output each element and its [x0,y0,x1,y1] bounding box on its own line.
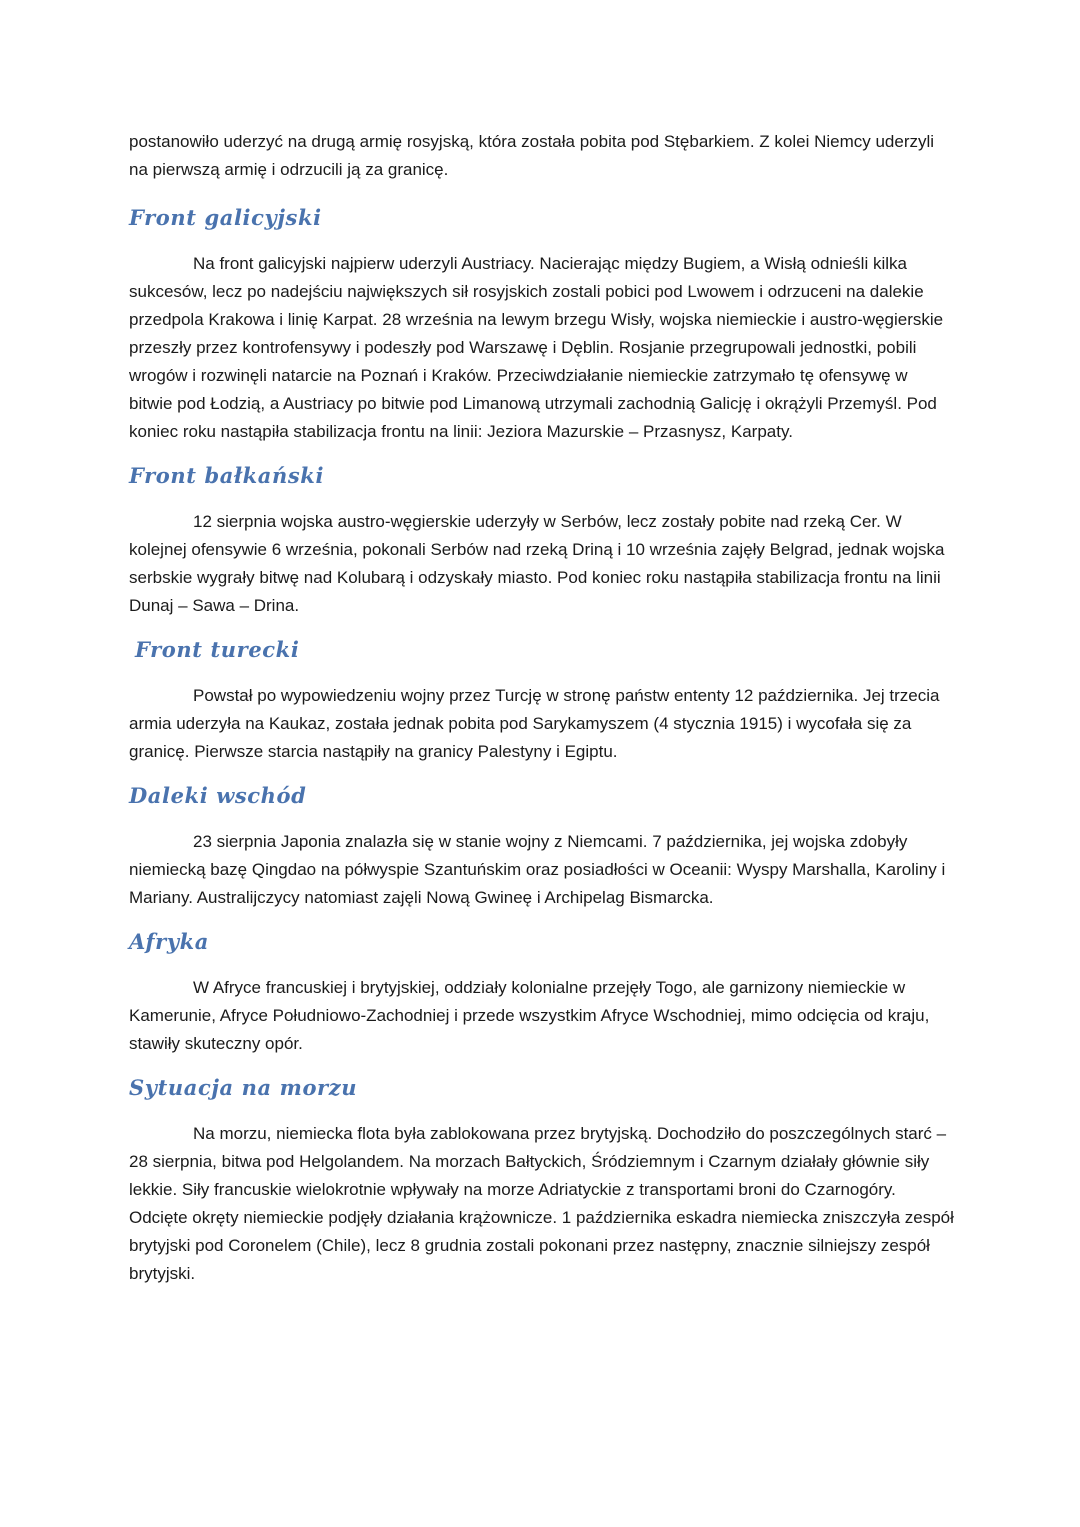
section-paragraph: W Afryce francuskiej i brytyjskiej, oddziały kolonialne przejęły Togo, ale garnizony niemieckie w Kamerunie, Afryce Południowo-Zachodniej i przede wszystkim Afryce Wschodniej, mimo odcięcia od kraju, stawiły skuteczny opór. [129,978,930,1053]
section-paragraph: 12 sierpnia wojska austro-węgierskie uderzyły w Serbów, lecz zostały pobite nad rzeką Cer. W kolejnej ofensywie 6 września, pokonali Serbów nad rzeką Driną i 10 września zajęły Belgrad, jednak wojska serbskie wygrały bitwę nad Kolubarą i odzyskały miasto. Pod koniec roku nastąpiła stabilizacja frontu na linii Dunaj – Sawa – Drina. [129,512,945,615]
section-heading: Afryka [129,929,209,954]
section-sytuacja-na-morzu [129,1070,954,1288]
section-front-turecki [129,632,954,766]
intro-paragraph: postanowiło uderzyć na drugą armię rosyjską, która została pobita pod Stębarkiem. Z kolei Niemcy uderzyli na pierwszą armię i odrzucili ją za granicę. [129,132,935,179]
section-front-galicyjski [129,200,954,446]
section-paragraph: Powstał po wypowiedzeniu wojny przez Turcję w stronę państw ententy 12 października. Jej trzecia armia uderzyła na Kaukaz, została jednak pobita pod Sarykamyszem (4 stycznia 1915) i wycofała się za granicę. Pierwsze starcia nastąpiły na granicy Palestyny i Egiptu. [129,686,940,761]
section-daleki-wschod [129,778,954,912]
section-heading: Front turecki [135,637,300,662]
section-heading: Sytuacja na morzu [129,1075,358,1100]
section-heading: Daleki wschód [129,783,307,808]
section-paragraph: Na front galicyjski najpierw uderzyli Austriacy. Nacierając między Bugiem, a Wisłą odnieśli kilka sukcesów, lecz po nadejściu największych sił rosyjskich zostali pobici pod Lwowem i odrzuceni na dalekie przedpola Krakowa i linię Karpat. 28 września na lewym brzegu Wisły, wojska niemieckie i austro-węgierskie przeszły przez kontrofensywy i podeszły pod Warszawę i Dęblin. Rosjanie przegrupowali jednostki, pobili wrogów i rozwinęli natarcie na Poznań i Kraków. Przeciwdziałanie niemieckie zatrzymało tę ofensywę w bitwie pod Łodzią, a Austriacy po bitwie pod Limanową utrzymali zachodnią Galicję i okrążyli Przemyśl. Pod koniec roku nastąpiła stabilizacja frontu na linii: Jeziora Mazurskie – Przasnysz, Karpaty. [129,254,944,441]
section-afryka [129,924,954,1058]
section-paragraph: 23 sierpnia Japonia znalazła się w stanie wojny z Niemcami. 7 października, jej wojska zdobyły niemiecką bazę Qingdao na półwyspie Szantuńskim oraz posiadłości w Oceanii: Wyspy Marshalla, Karoliny i Mariany. Australijczycy natomiast zajęli Nową Gwineę i Archipelag Bismarcka. [129,832,946,907]
section-heading: Front galicyjski [129,205,322,230]
section-front-balkanski [129,458,954,620]
section-paragraph: Na morzu, niemiecka flota była zablokowana przez brytyjską. Dochodziło do poszczególnych starć – 28 sierpnia, bitwa pod Helgolandem. Na morzach Bałtyckich, Śródziemnym i Czarnym działały głównie siły lekkie. Siły francuskie wielokrotnie wpływały na morze Adriatyckie z transportami broni do Czarnogóry. Odcięte okręty niemieckie podjęły działania krążownicze. 1 października eskadra niemiecka zniszczyła zespół brytyjski pod Coronelem (Chile), lecz 8 grudnia zostali pokonani przez następny, znacznie silniejszy zespół brytyjski. [129,1124,954,1283]
section-heading: Front bałkański [129,463,325,488]
document-page [129,128,954,1288]
